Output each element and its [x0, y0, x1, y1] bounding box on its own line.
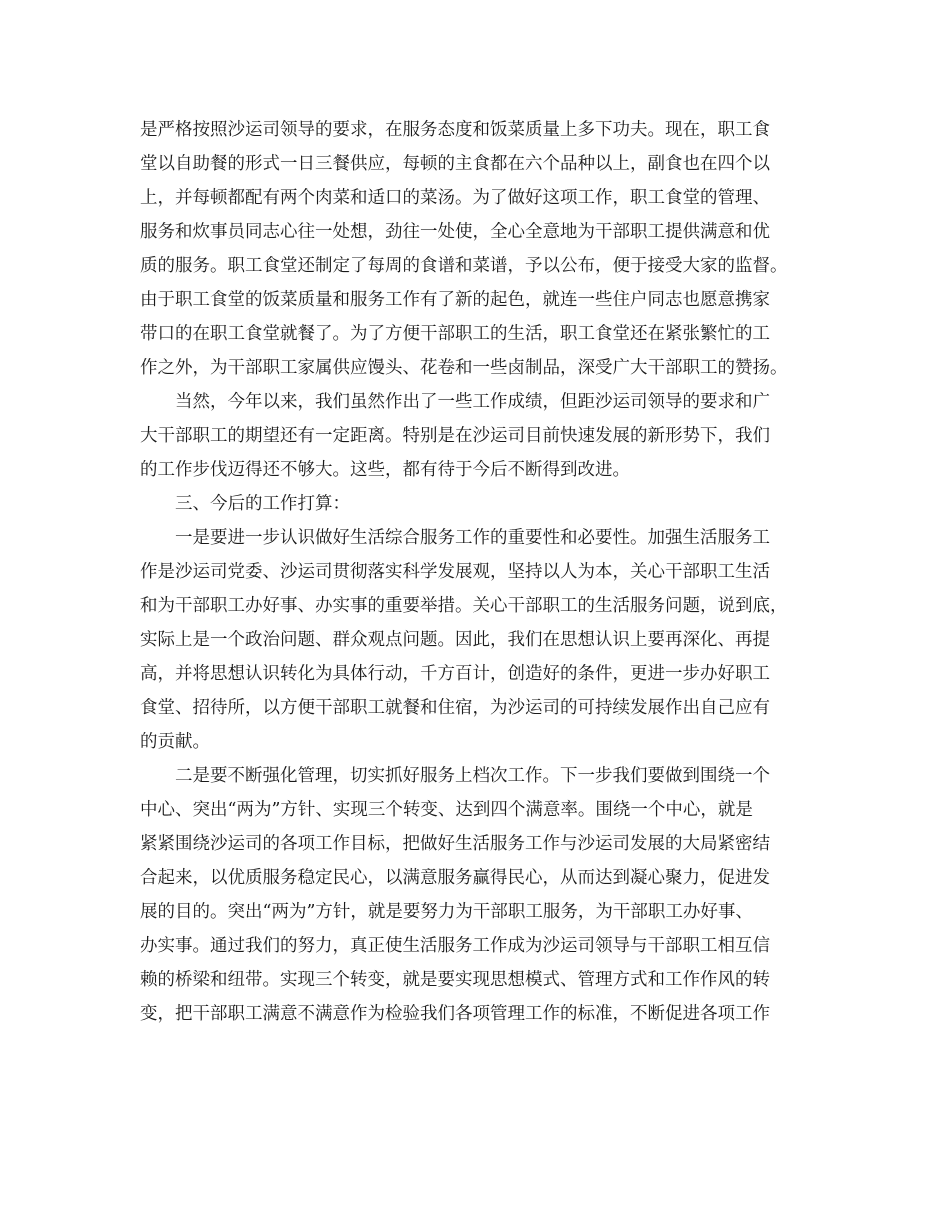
text-line: 展的目的。突出“两为”方针，就是要努力为干部职工服务，为干部职工办好事、: [140, 902, 753, 922]
text-line: 紧紧围绕沙运司的各项工作目标，把做好生活服务工作与沙运司发展的大局紧密结: [140, 834, 770, 854]
text-line: 办实事。通过我们的努力，真正使生活服务工作成为沙运司领导与干部职工相互信: [140, 936, 770, 956]
text-line: 上，并每顿都配有两个肉菜和适口的菜汤。为了做好这项工作，职工食堂的管理、: [140, 188, 770, 208]
text-line: 的贡献。: [140, 732, 210, 752]
text-line: 和为干部职工办好事、办实事的重要举措。关心干部职工的生活服务问题，说到底，: [140, 596, 788, 616]
document-body: [140, 113, 812, 1031]
text-line: 食堂、招待所，以方便干部职工就餐和住宿，为沙运司的可持续发展作出自己应有: [140, 698, 770, 718]
text-line: 二是要不断强化管理，切实抓好服务上档次工作。下一步我们要做到围绕一个: [175, 766, 770, 786]
text-line: 作之外，为干部职工家属供应馒头、花卷和一些卤制品，深受广大干部职工的赞扬。: [140, 358, 788, 378]
text-line: 变，把干部职工满意不满意作为检验我们各项管理工作的标准，不断促进各项工作: [140, 1004, 770, 1024]
text-line: 一是要进一步认识做好生活综合服务工作的重要性和必要性。加强生活服务工: [175, 528, 770, 548]
text-line: 带口的在职工食堂就餐了。为了方便干部职工的生活，职工食堂还在紧张繁忙的工: [140, 324, 770, 344]
text-line: 高，并将思想认识转化为具体行动，千方百计，创造好的条件，更进一步办好职工: [140, 664, 770, 684]
text-line: 由于职工食堂的饭菜质量和服务工作有了新的起色，就连一些住户同志也愿意携家: [140, 290, 770, 310]
text-line: 大干部职工的期望还有一定距离。特别是在沙运司目前快速发展的新形势下，我们: [140, 426, 770, 446]
text-line: 中心、突出“两为”方针、实现三个转变、达到四个满意率。围绕一个中心，就是: [140, 800, 753, 820]
text-line: 质的服务。职工食堂还制定了每周的食谱和菜谱，予以公布，便于接受大家的监督。: [140, 256, 788, 276]
text-line: 三、今后的工作打算：: [175, 494, 350, 514]
text-line: 服务和炊事员同志心往一处想，劲往一处使，全心全意地为干部职工提供满意和优: [140, 222, 770, 242]
text-line: 是严格按照沙运司领导的要求，在服务态度和饭菜质量上多下功夫。现在，职工食: [140, 120, 770, 140]
text-line: 作是沙运司党委、沙运司贯彻落实科学发展观，坚持以人为本，关心干部职工生活: [140, 562, 770, 582]
text-line: 实际上是一个政治问题、群众观点问题。因此，我们在思想认识上要再深化、再提: [140, 630, 770, 650]
text-line: 堂以自助餐的形式一日三餐供应，每顿的主食都在六个品种以上，副食也在四个以: [140, 154, 770, 174]
text-line: 赖的桥梁和纽带。实现三个转变，就是要实现思想模式、管理方式和工作作风的转: [140, 970, 770, 990]
text-line: 当然，今年以来，我们虽然作出了一些工作成绩，但距沙运司领导的要求和广: [175, 392, 770, 412]
text-line: 合起来，以优质服务稳定民心，以满意服务赢得民心，从而达到凝心聚力，促进发: [140, 868, 770, 888]
text-line: 的工作步伐迈得还不够大。这些，都有待于今后不断得到改进。: [140, 460, 630, 480]
